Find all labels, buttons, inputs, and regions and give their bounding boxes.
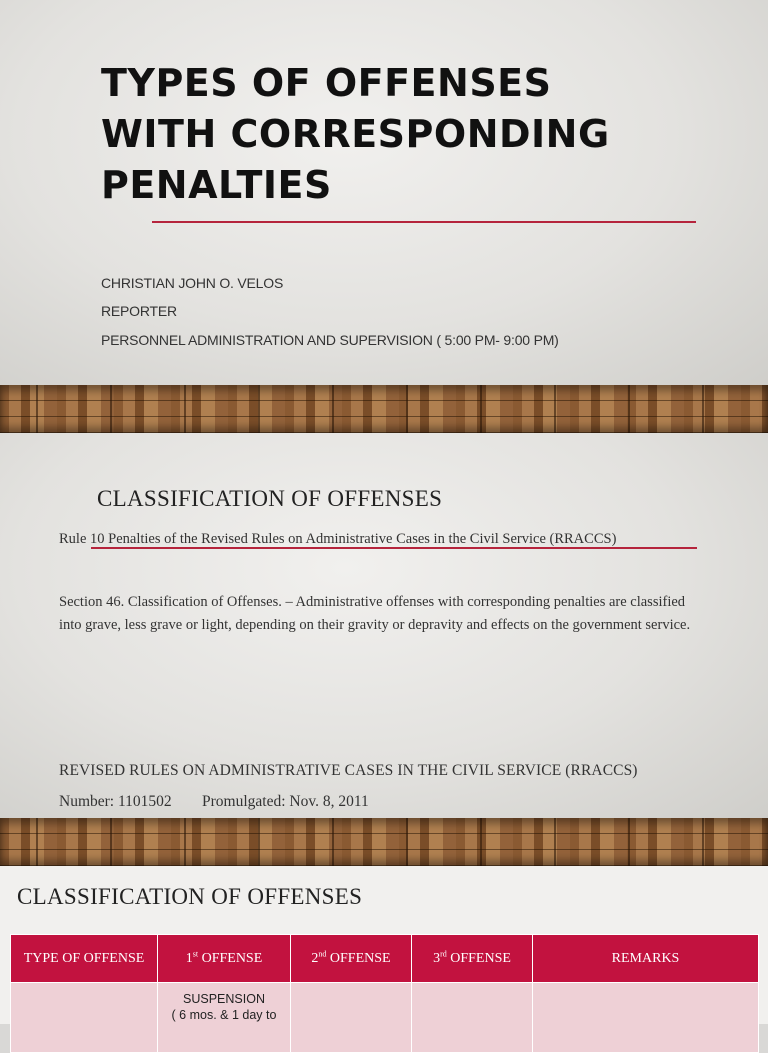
cell-type bbox=[11, 983, 158, 1053]
wood-floor-divider-2 bbox=[0, 818, 768, 866]
slide-title bbox=[0, 0, 768, 385]
header-remarks: REMARKS bbox=[533, 935, 759, 983]
header-third-offense: 3rd OFFENSE bbox=[412, 935, 533, 983]
cell-second-offense bbox=[291, 983, 412, 1053]
presentation-title bbox=[101, 58, 610, 211]
table-slide-heading: CLASSIFICATION OF OFFENSES bbox=[17, 884, 363, 909]
course-name: PERSONNEL ADMINISTRATION AND SUPERVISION ( 5:00 PM- 9:00 PM) bbox=[101, 332, 559, 348]
title-line-2: WITH CORRESPONDING bbox=[101, 112, 610, 156]
table-row bbox=[11, 983, 759, 1053]
cell-remarks bbox=[533, 983, 759, 1053]
header-type-of-offense: TYPE OF OFFENSE bbox=[11, 935, 158, 983]
author-role: REPORTER bbox=[101, 303, 177, 319]
wood-floor-divider bbox=[0, 385, 768, 433]
rule-underline bbox=[91, 547, 697, 549]
rraccs-number: Number: 1101502 bbox=[59, 793, 172, 810]
title-line-1: TYPES OF OFFENSES bbox=[101, 61, 552, 105]
rraccs-promulgated: Promulgated: Nov. 8, 2011 bbox=[202, 793, 369, 810]
header-second-offense: 2nd OFFENSE bbox=[291, 935, 412, 983]
section-46-text: Section 46. Classification of Offenses. – Administrative offenses with corresponding penalties are classified into grave, less grave or light, depending on their gravity or depravity and effects on the government service. bbox=[59, 594, 691, 633]
rraccs-title: REVISED RULES ON ADMINISTRATIVE CASES IN THE CIVIL SERVICE (RRACCS) bbox=[59, 762, 638, 779]
cell-third-offense bbox=[412, 983, 533, 1053]
header-first-offense: 1st OFFENSE bbox=[158, 935, 291, 983]
title-line-3: PENALTIES bbox=[101, 163, 332, 207]
author-name: CHRISTIAN JOHN O. VELOS bbox=[101, 275, 284, 291]
classification-heading: CLASSIFICATION OF OFFENSES bbox=[97, 486, 443, 511]
offense-table bbox=[10, 934, 759, 1053]
table-header-row bbox=[11, 935, 759, 983]
cell-first-offense: SUSPENSION ( 6 mos. & 1 day to bbox=[158, 983, 291, 1053]
rule-10-text: Rule 10 Penalties of the Revised Rules on Administrative Cases in the Civil Service (RRACCS) bbox=[59, 531, 617, 547]
title-divider bbox=[152, 221, 696, 223]
